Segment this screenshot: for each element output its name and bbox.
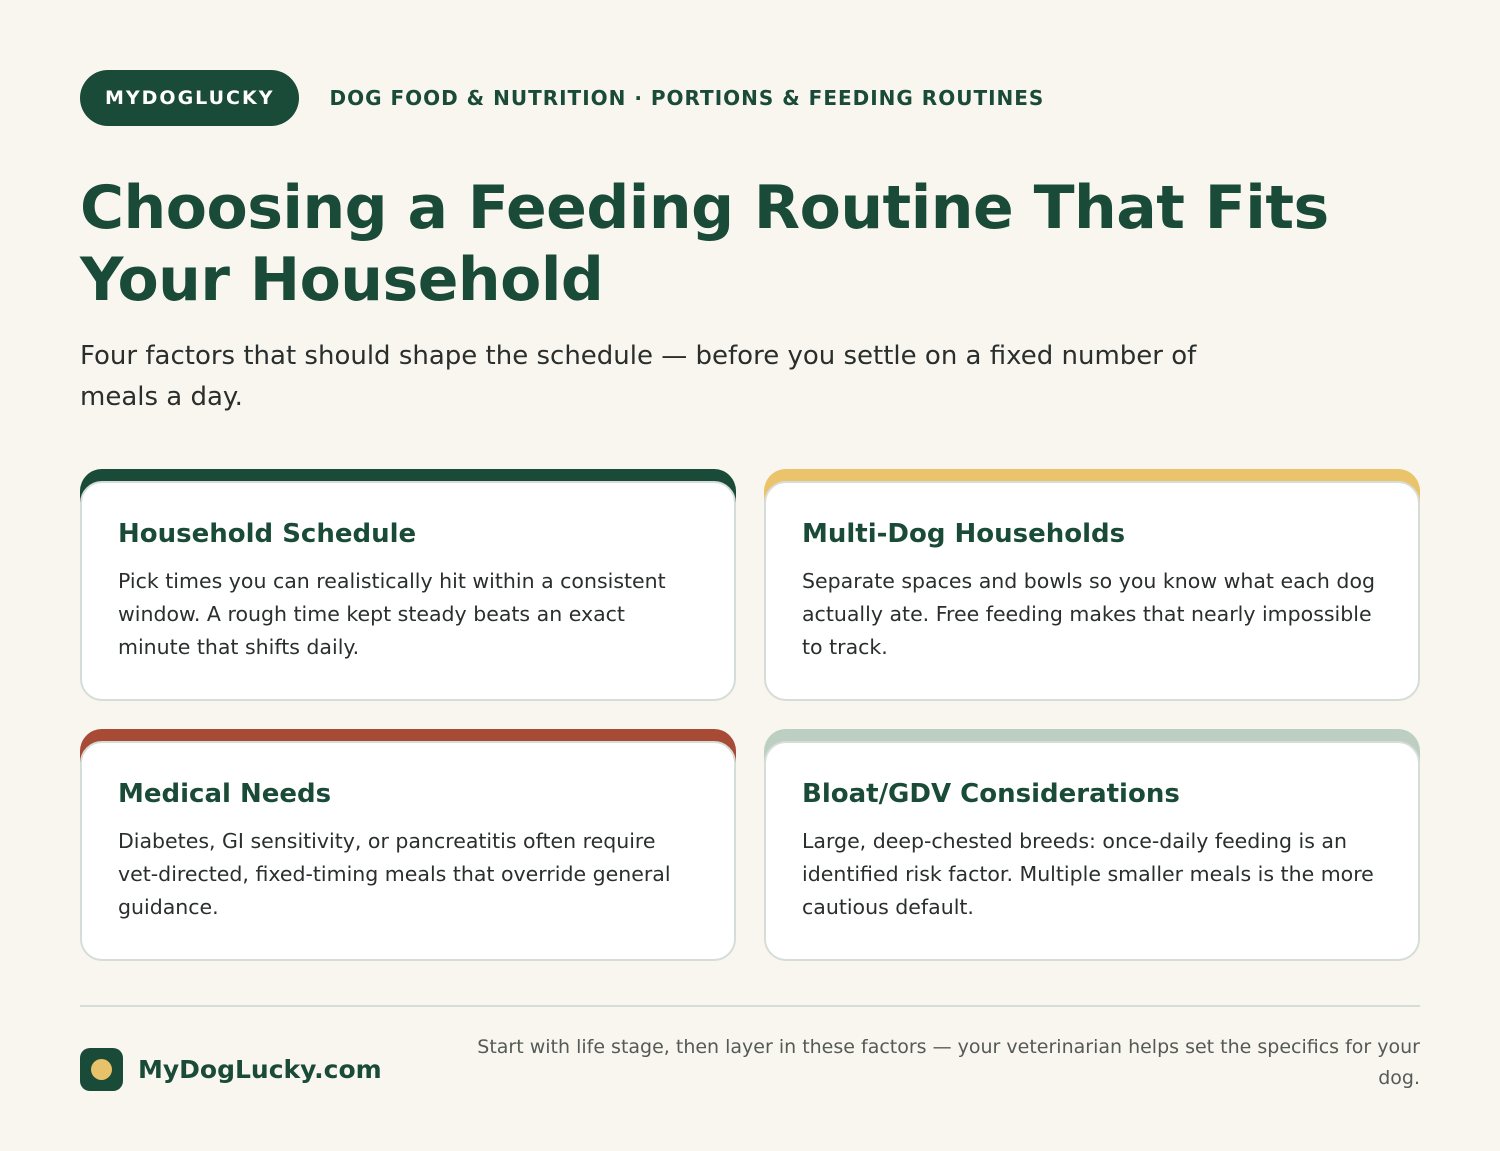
breadcrumb: DOG FOOD & NUTRITION · PORTIONS & FEEDING ROUTINES <box>329 86 1045 110</box>
card-multi-dog-households <box>764 469 1420 701</box>
infographic-page <box>80 70 1420 1089</box>
logo-dot <box>91 1059 112 1080</box>
card-body <box>80 741 736 961</box>
card-body <box>764 741 1420 961</box>
card-title: Bloat/GDV Considerations <box>802 779 1180 809</box>
card-text: Separate spaces and bowls so you know what each dog actually ate. Free feeding makes that nearly impossible to track. <box>802 569 1375 659</box>
card-title: Multi-Dog Households <box>802 519 1126 549</box>
card-text: Large, deep-chested breeds: once-daily feeding is an identified risk factor. Multiple smaller meals is the more cautious default. <box>802 829 1374 919</box>
card-text: Diabetes, GI sensitivity, or pancreatitis often require vet-directed, fixed-timing meals that override general guidance. <box>118 829 671 919</box>
footer-note: Start with life stage, then layer in these factors — your veterinarian helps set the specifics for your dog. <box>477 1036 1420 1089</box>
card-bloat-gdv <box>764 729 1420 961</box>
card-body <box>764 481 1420 701</box>
card-title: Medical Needs <box>118 779 332 809</box>
card-text: Pick times you can realistically hit within a consistent window. A rough time kept steady beats an exact minute that shifts daily. <box>118 569 666 659</box>
page-subtitle: Four factors that should shape the schedule — before you settle on a fixed number of meals a day. <box>80 341 1197 412</box>
dot-logo-icon <box>80 1048 123 1091</box>
card-medical-needs <box>80 729 736 961</box>
brand-badge[interactable]: MYDOGLUCKY <box>80 70 299 126</box>
header <box>80 70 1420 126</box>
card-body <box>80 481 736 701</box>
footer-site-link[interactable]: MyDogLucky.com <box>138 1055 382 1084</box>
page-title: Choosing a Feeding Routine That Fits Your Household <box>80 173 1329 315</box>
footer-divider <box>80 1005 1420 1007</box>
card-household-schedule <box>80 469 736 701</box>
card-title: Household Schedule <box>118 519 417 549</box>
footer-brand[interactable] <box>80 1048 382 1091</box>
